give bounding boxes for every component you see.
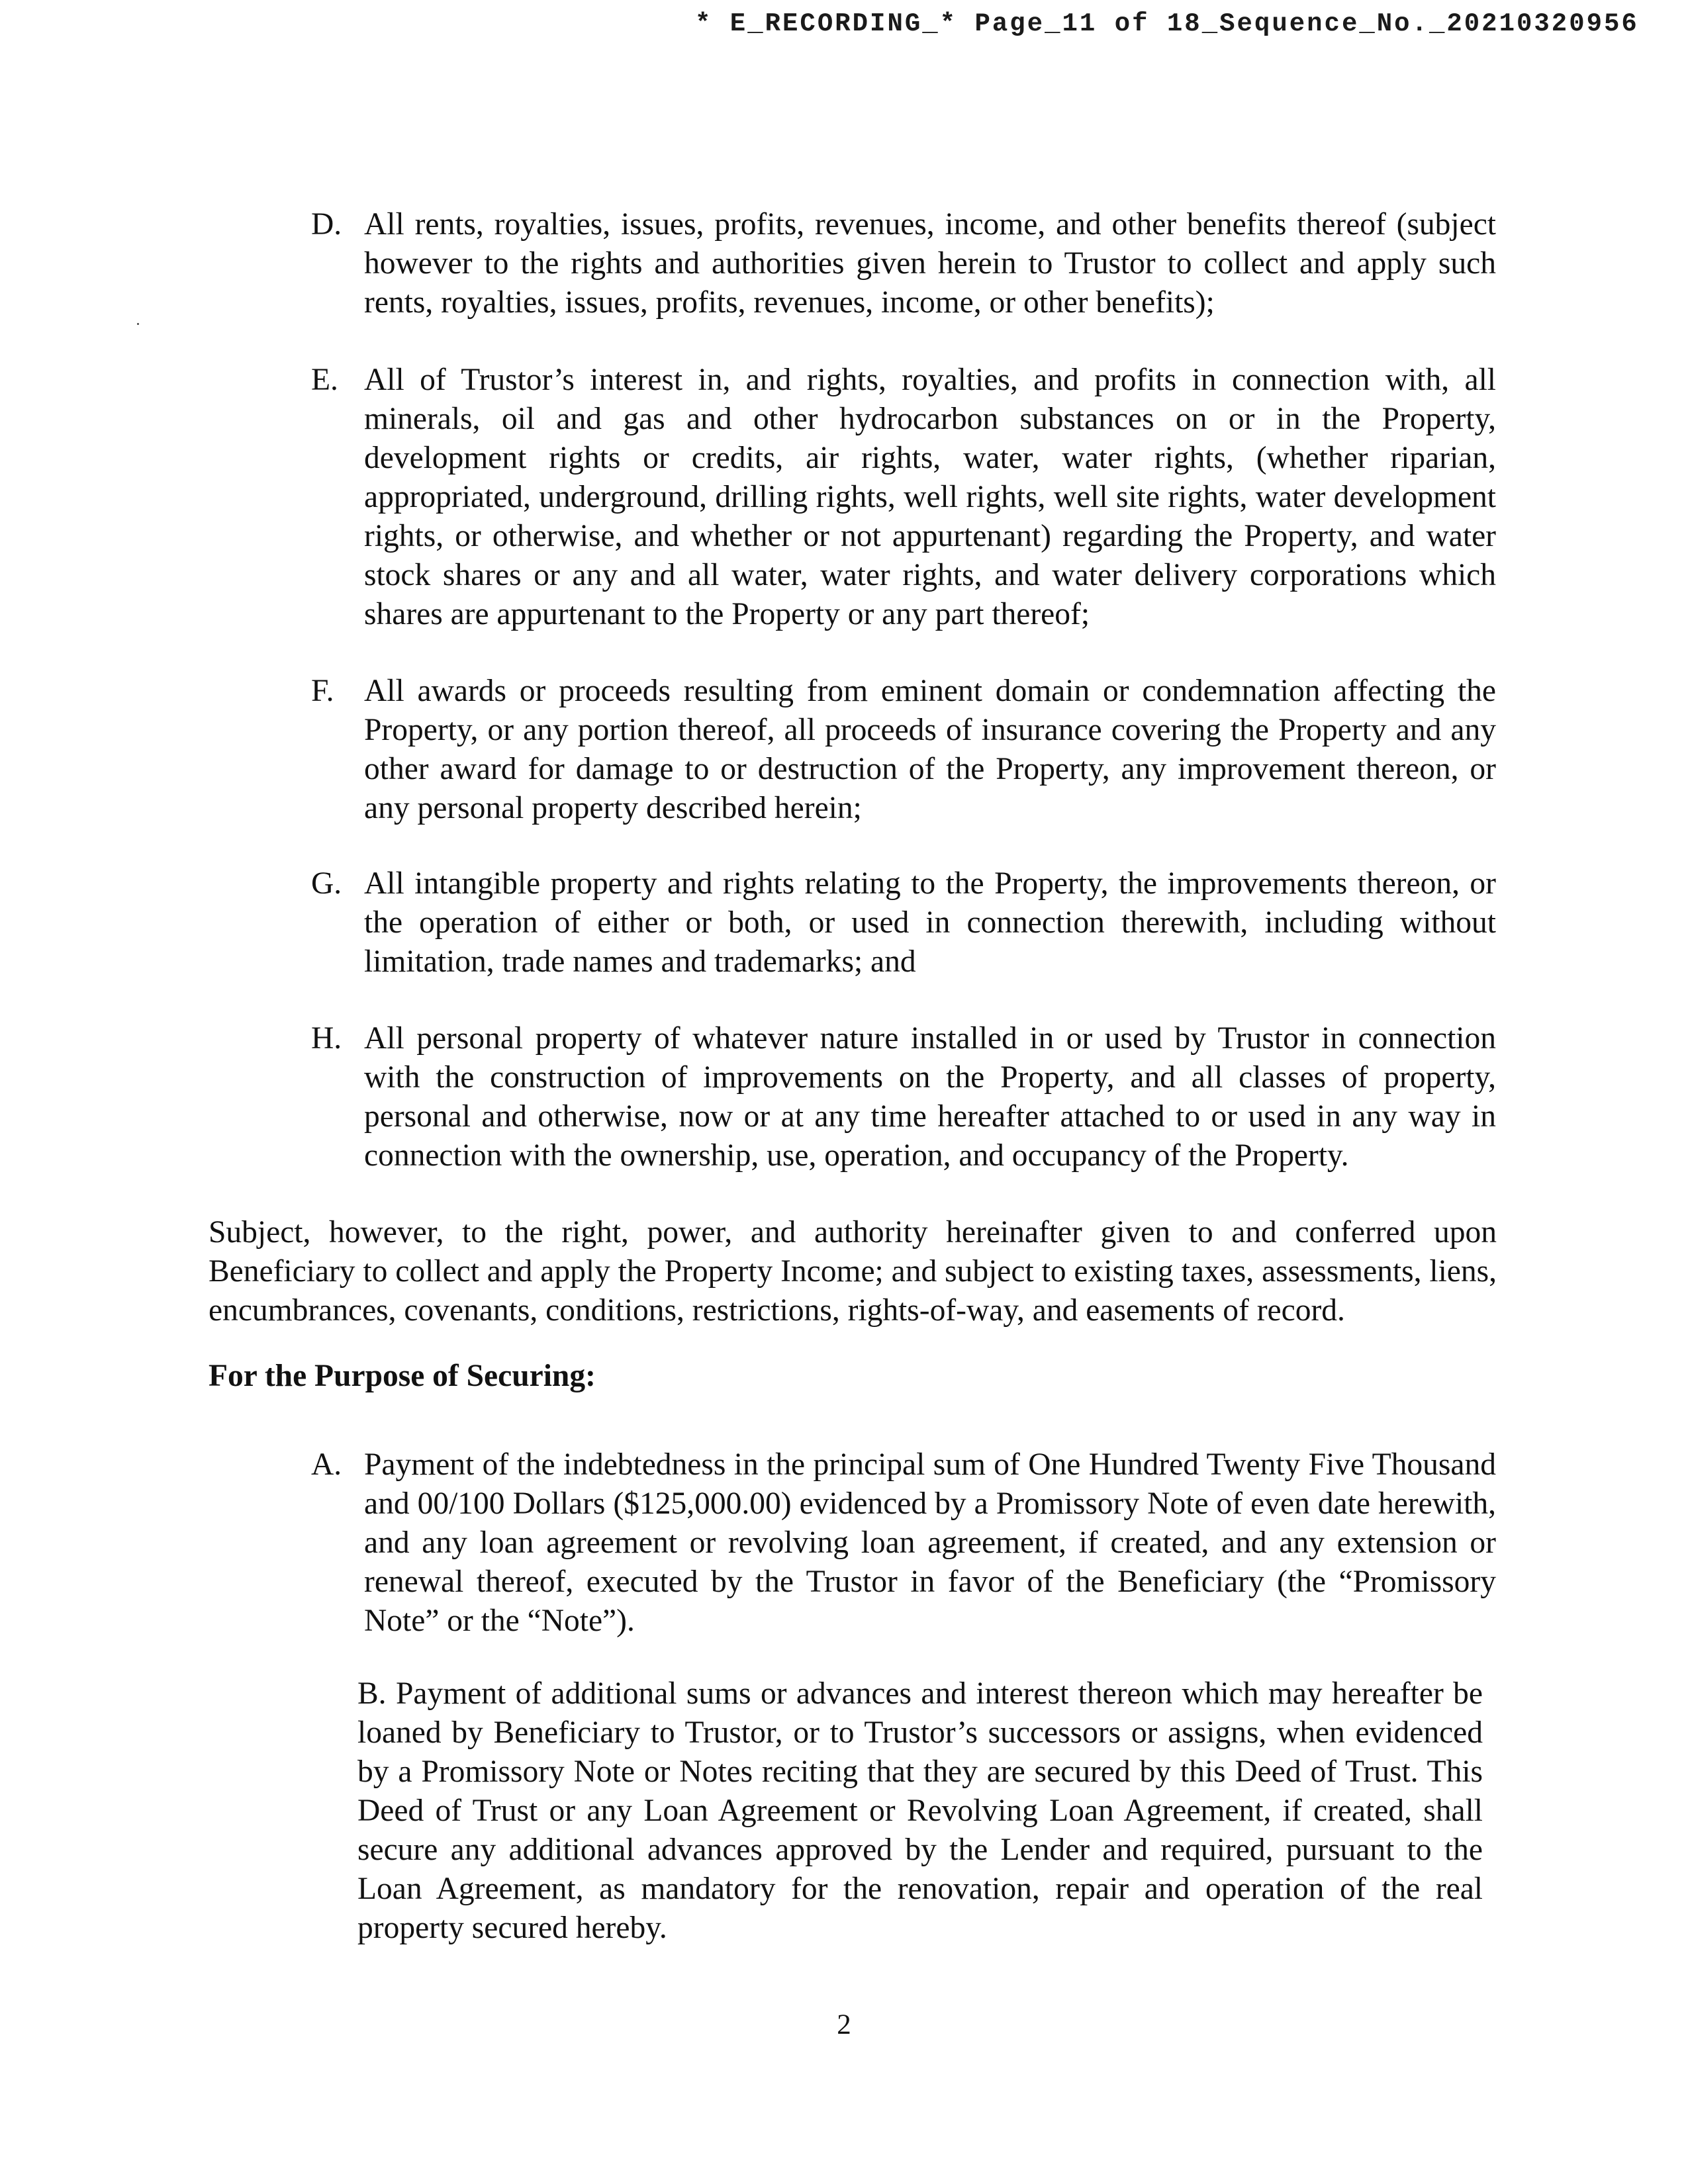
item-text: All of Trustor’s interest in, and rights, royalties, and profits in connection with, all minerals, oil and gas and other hydrocarbon substances on or in the Property, development rights or credits, air rights, water, water rights, (whether riparian, appropriated, underground, drilling rights, well rights, well site rights, water development rights, or otherwise, and whether or not appurtenant) regarding the Property, and water stock shares or any and all water, water rights, and water delivery corporations which shares are appurtenant to the Property or any part thereof; bbox=[364, 363, 1496, 631]
item-label: E. bbox=[311, 363, 338, 397]
page-number: 2 bbox=[837, 2009, 851, 2040]
list-item-d bbox=[311, 205, 1496, 322]
item-label: B. bbox=[357, 1676, 396, 1711]
list-item-h bbox=[311, 1019, 1496, 1175]
item-text: All awards or proceeds resulting from eminent domain or condemnation affecting the Property, or any portion thereof, all proceeds of insurance covering the Property and any other award for damage to or destruction of the Property, any improvement thereon, or any personal property described herein; bbox=[364, 674, 1496, 825]
item-text: Payment of additional sums or advances and interest thereon which may hereafter be loaned by Beneficiary to Trustor, or to Trustor’s successors or assigns, when evidenced by a Promissory Note or Notes reciting that they are secured by this Deed of Trust. This Deed of Trust or any Loan Agreement or Revolving Loan Agreement, if created, shall secure any additional advances approved by the Lender and required, pursuant to the Loan Agreement, as mandatory for the renovation, repair and operation of the real property secured hereby. bbox=[357, 1676, 1483, 1945]
purpose-heading: For the Purpose of Securing: bbox=[209, 1359, 596, 1393]
list-item-f bbox=[311, 672, 1496, 828]
item-label: F. bbox=[311, 674, 334, 708]
item-label: D. bbox=[311, 207, 342, 242]
recording-stamp: * E_RECORDING_* Page_11 of 18_Sequence_No._20210320956 bbox=[695, 9, 1639, 38]
list-item-g bbox=[311, 864, 1496, 981]
item-text: All intangible property and rights relating to the Property, the improvements thereon, or the operation of either or both, or used in connection therewith, including without limitation, trade names and trademarks; and bbox=[364, 866, 1496, 979]
item-text: All personal property of whatever nature installed in or used by Trustor in connection with the construction of improvements on the Property, and all classes of property, personal and otherwise, now or at any time hereafter attached to or used in any way in connection with the ownership, use, operation, and occupancy of the Property. bbox=[364, 1021, 1496, 1173]
scan-speck bbox=[137, 323, 139, 325]
item-label: A. bbox=[311, 1447, 342, 1482]
item-text: All rents, royalties, issues, profits, revenues, income, and other benefits thereof (subject however to the rights and authorities given herein to Trustor to collect and apply such rents, royalties, issues, profits, revenues, income, or other benefits); bbox=[364, 207, 1496, 320]
purpose-item-b bbox=[357, 1674, 1483, 1948]
item-label: H. bbox=[311, 1021, 342, 1056]
list-item-e bbox=[311, 361, 1496, 634]
item-label: G. bbox=[311, 866, 342, 901]
item-text: Payment of the indebtedness in the principal sum of One Hundred Twenty Five Thousand and 00/100 Dollars ($125,000.00) evidenced by a Promissory Note of even date herewith, and any loan agreement or revolving loan agreement, if created, and any extension or renewal thereof, executed by the Trustor in favor of the Beneficiary (the “Promissory Note” or the “Note”). bbox=[364, 1447, 1496, 1638]
subject-paragraph: Subject, however, to the right, power, and authority hereinafter given to and conferred upon Beneficiary to collect and apply the Property Income; and subject to existing taxes, assessments, liens, encumbrances, covenants, conditions, restrictions, rights-of-way, and easements of record. bbox=[209, 1215, 1497, 1328]
purpose-item-a bbox=[311, 1445, 1496, 1641]
